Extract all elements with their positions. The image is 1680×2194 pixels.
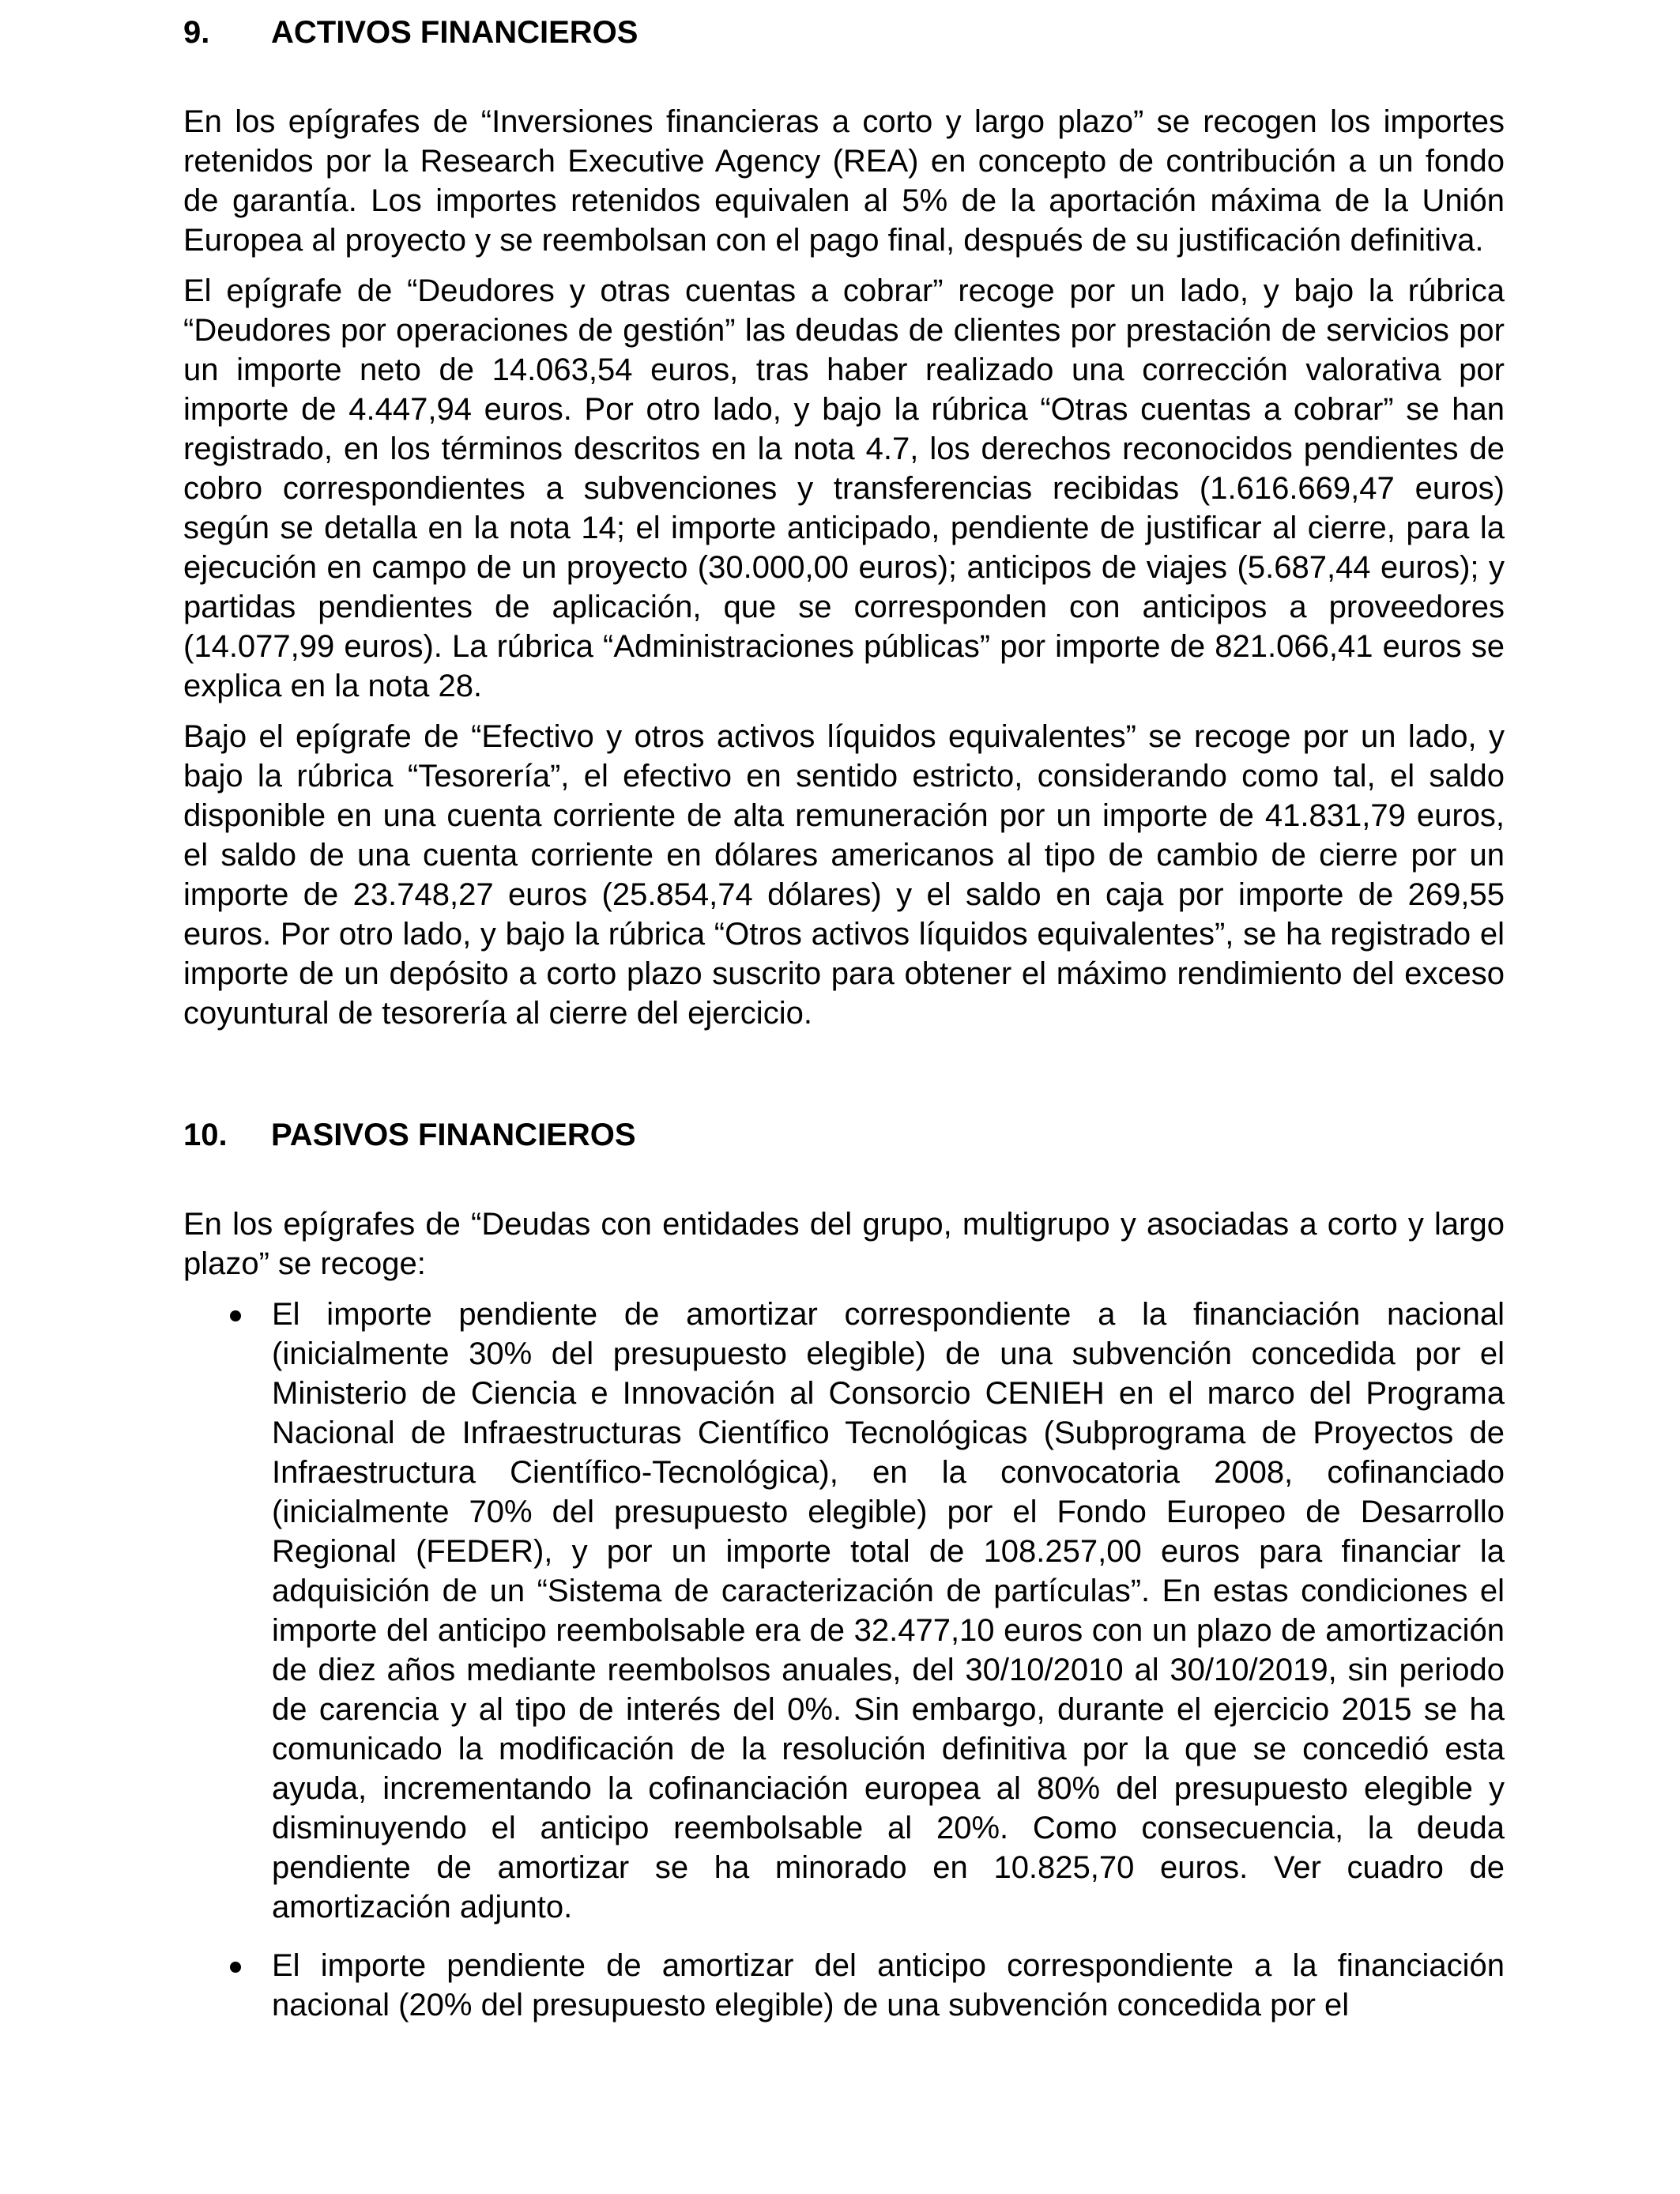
bullet-dot-icon [230,1962,241,1973]
section-10-bullet-list [183,1295,1505,2025]
section-10-title: PASIVOS FINANCIEROS [271,1118,636,1152]
bullet-text: El importe pendiente de amortizar correspondiente a la financiación nacional (inicialmente 30% del presupuesto elegible) de una subvención concedida por el Ministerio de Ciencia e Innovación al Consorcio CENIEH en el marco del Programa Nacional de Infraestructuras Científico Tecnológicas (Subprograma de Proyectos de Infraestructura Científico-Tecnológica), en la convocatoria 2008, cofinanciado (inicialmente 70% del presupuesto elegible) por el Fondo Europeo de Desarrollo Regional (FEDER), y por un importe total de 108.257,00 euros para financiar la adquisición de un “Sistema de caracterización de partículas”. En estas condiciones el importe del anticipo reembolsable era de 32.477,10 euros con un plazo de amortización de diez años mediante reembolsos anuales, del 30/10/2010 al 30/10/2019, sin periodo de carencia y al tipo de interés del 0%. Sin embargo, durante el ejercicio 2015 se ha comunicado la modificación de la resolución definitiva por la que se concedió esta ayuda, incrementando la cofinanciación europea al 80% del presupuesto elegible y disminuyendo el anticipo reembolsable al 20%. Como consecuencia, la deuda pendiente de amortizar se ha minorado en 10.825,70 euros. Ver cuadro de amortización adjunto. [272,1297,1505,1924]
bullet-dot-icon [230,1310,241,1321]
section-9-paragraph-1: En los epígrafes de “Inversiones financieras a corto y largo plazo” se recogen los importes retenidos por la Research Executive Agency (REA) en concepto de contribución a un fondo de garantía. Los importes retenidos equivalen al 5% de la aportación máxima de la Unión Europea al proyecto y se reembolsan con el pago final, después de su justificación definitiva. [183,104,1505,258]
document-page [183,0,1505,2025]
section-9-title: ACTIVOS FINANCIEROS [271,15,638,50]
list-item [183,1946,1505,2025]
list-item [183,1295,1505,1927]
section-10-intro: En los epígrafes de “Deudas con entidades del grupo, multigrupo y asociadas a corto y largo plazo” se recoge: [183,1207,1505,1281]
section-9-number: 9. [183,15,210,50]
section-9-heading [183,13,1505,51]
section-10-number: 10. [183,1118,228,1152]
section-10-heading [183,1116,1505,1154]
bullet-text: El importe pendiente de amortizar del anticipo correspondiente a la financiación nacional (20% del presupuesto elegible) de una subvención concedida por el [272,1948,1505,2022]
section-9-paragraph-2: El epígrafe de “Deudores y otras cuentas a cobrar” recoge por un lado, y bajo la rúbrica “Deudores por operaciones de gestión” las deudas de clientes por prestación de servicios por un importe neto de 14.063,54 euros, tras haber realizado una corrección valorativa por importe de 4.447,94 euros. Por otro lado, y bajo la rúbrica “Otras cuentas a cobrar” se han registrado, en los términos descritos en la nota 4.7, los derechos reconocidos pendientes de cobro correspondientes a subvenciones y transferencias recibidas (1.616.669,47 euros) según se detalla en la nota 14; el importe anticipado, pendiente de justificar al cierre, para la ejecución en campo de un proyecto (30.000,00 euros); anticipos de viajes (5.687,44 euros); y partidas pendientes de aplicación, que se corresponden con anticipos a proveedores (14.077,99 euros). La rúbrica “Administraciones públicas” por importe de 821.066,41 euros se explica en la nota 28. [183,273,1505,703]
section-9-paragraph-3: Bajo el epígrafe de “Efectivo y otros activos líquidos equivalentes” se recoge por un lado, y bajo la rúbrica “Tesorería”, el efectivo en sentido estricto, considerando como tal, el saldo disponible en una cuenta corriente de alta remuneración por un importe de 41.831,79 euros, el saldo de una cuenta corriente en dólares americanos al tipo de cambio de cierre por un importe de 23.748,27 euros (25.854,74 dólares) y el saldo en caja por importe de 269,55 euros. Por otro lado, y bajo la rúbrica “Otros activos líquidos equivalentes”, se ha registrado el importe de un depósito a corto plazo suscrito para obtener el máximo rendimiento del exceso coyuntural de tesorería al cierre del ejercicio. [183,719,1505,1031]
